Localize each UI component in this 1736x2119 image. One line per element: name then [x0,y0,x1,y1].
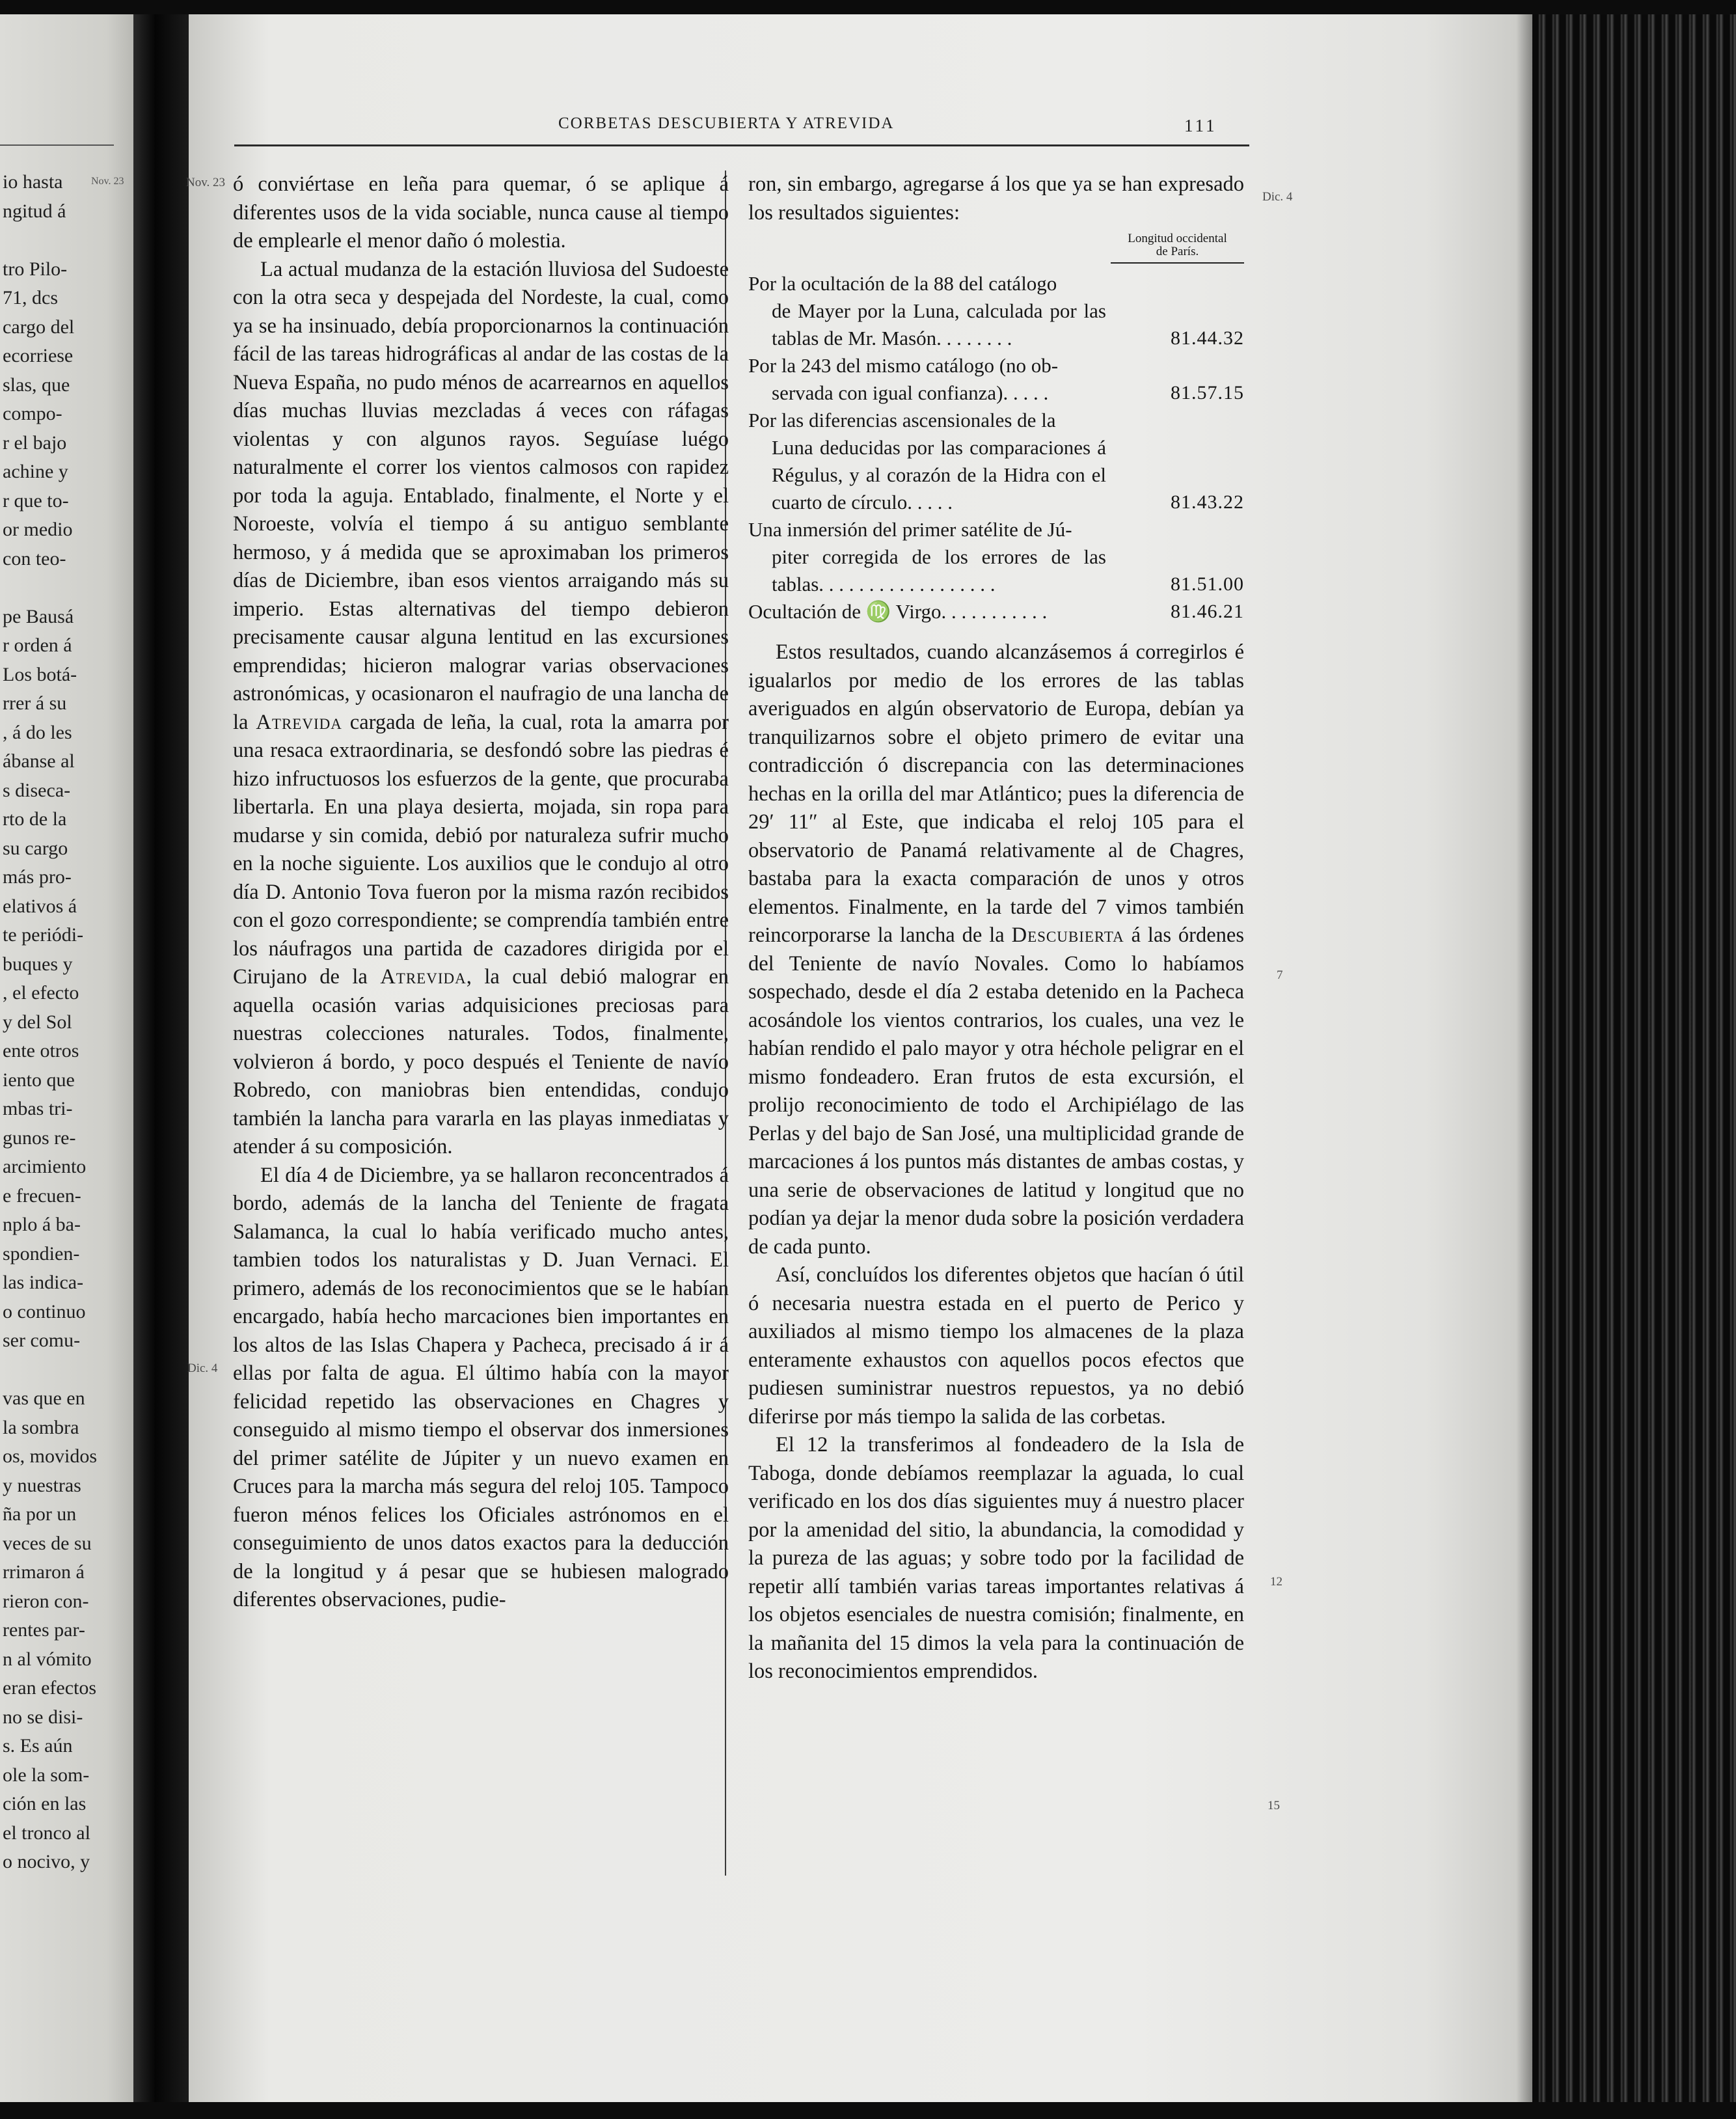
longitude-header-line: de París. [1156,245,1199,258]
previous-page-line: mbas tri- [3,1098,73,1119]
previous-page-line: gunos re- [3,1127,76,1149]
margin-note-day12: 12 [1270,1575,1282,1589]
table-row-description [748,516,1106,598]
previous-page-line: , el efecto [3,982,79,1004]
previous-page-line: y nuestras [3,1474,81,1496]
previous-page-line: r el bajo [3,431,67,454]
previous-page-line: elativos á [3,895,77,917]
previous-page-line: vas que en [3,1388,85,1409]
table-row-value: 81.57.15 [1171,382,1244,403]
row-text-continuation: de Mayer por la Luna, calculada por las tablas de Mr. Masón. . . . . . . . [772,299,1106,349]
paragraph: ó conviértase en leña para quemar, ó se aplique á diferentes usos de la vida sociable, nunca cause al tiempo de emplearle el menor daño ó molestia. [233,172,729,253]
previous-page-line: rto de la [3,808,67,830]
previous-page-line: más pro- [3,866,72,888]
previous-page-line: o continuo [3,1300,86,1322]
previous-page-line: r que to- [3,489,69,512]
text-run: La actual mudanza de la estación lluviosa del Sudoeste con la otra seca y despejada del Nordeste, la cual, como ya se ha insinuado, debía proporcionarnos la continuación fácil de las tareas hidrográficas al andar de las costas de la Nueva España, no pudo ménos de acarrearnos en aquellos días muchas lluvias mezcladas á veces con ráfagas violentas y con algunos rayos. Seguíase luégo naturalmente el correr los vientos calmosos con rapidez por toda la aguja. Entablado, finalmente, el Norte y el Noroeste, volvía el tiempo á su antiguo semblante hermoso, y á medida que se aproximaban los primeros días de Diciembre, iban esos vientos arraigando más su imperio. Estas alternativas del tiempo debieron precisamente causar alguna lentitud en las excursiones emprendidas; hicieron malograr varias observaciones astronómicas, y ocasionaron el naufragio de una lancha de la [233,257,729,734]
previous-page-line: la sombra [3,1416,79,1438]
previous-page-line: las indica- [3,1272,84,1293]
previous-page-line: Los botá- [3,663,77,685]
previous-page-line: ecorriese [3,345,74,366]
table-row-description [748,270,1106,352]
previous-page-line: rrimaron á [3,1561,85,1583]
table-row [748,352,1244,407]
previous-page-line: rentes par- [3,1619,85,1641]
longitude-table [748,270,1244,625]
previous-page-line: ción en las [3,1793,87,1814]
text-run: , la cual debió malograr en aquella ocasión varias adquisiciones preciosas para nuestras colecciones naturales. Todos, finalmente, volvieron á bordo, y poco después el Teniente de navío Robredo, con maniobras bien entendidas, condujo también la lancha para vararla en las playas inmediatas y atender á su composición. [233,965,729,1158]
row-text: Una inmersión del primer satélite de Jú- [748,518,1072,541]
previous-page-header-rule [0,144,114,146]
previous-page-line: spondien- [3,1242,80,1265]
previous-page-line: o nocivo, y [3,1851,90,1872]
previous-page-line: ngitud á [3,200,66,222]
margin-note-dic4-left: Dic. 4 [187,1361,218,1375]
previous-page-line: ente otros [3,1040,79,1061]
row-text-continuation: piter corregida de los errores de las tablas. . . . . . . . . . . . . . . . . . [772,545,1106,595]
previous-page-line: 71, dcs [3,287,58,308]
previous-page-line: ña por un [3,1503,77,1525]
table-row [748,407,1244,516]
row-text: Por la 243 del mismo catálogo (no ob- [748,354,1059,377]
previous-page-line: n al vómito [3,1648,92,1670]
table-row-description [748,407,1106,516]
previous-page-line: slas, que [3,374,70,396]
table-row [748,598,1244,625]
previous-page-fragment [0,14,133,2102]
paragraph: Así, concluídos los diferentes objetos que hacían ó útil ó necesaria nuestra estada en el puerto de Perico y auxiliados al mismo tiempo los almacenes de la plaza enteramente exhaustos con aquellos pocos efectos que pudiesen suministrar nuestros repuestos, ya no debió diferirse por más tiempo la salida de las corbetas. [748,1263,1244,1429]
table-row [748,516,1244,598]
previous-page-line: achine y [3,461,68,482]
text-run: cargada de leña, la cual, rota la amarra por una resaca extraordinaria, se desfondó sobre las piedras é hizo infructuosos los esfuerzos de la gente, que procuraba libertarla. En una playa desierta, mojada, sin ropa para mudarse y sin comida, debió por naturaleza sufrir mucho en la noche siguiente. Los auxilios que le condujo al otro día D. Antonio Tova fueron por la misma razón recibidos con el gozo correspondiente; se comprendía también entre los náufragos una partida de cazadores dirigida por el Cirujano de la [233,710,729,989]
previous-page-line: cargo del [3,316,75,338]
scan-frame-bottom [0,2102,1736,2119]
previous-page-line: s. Es aún [3,1735,73,1757]
previous-page-line: no se disi- [3,1706,83,1728]
paragraph: El día 4 de Diciembre, ya se hallaron reconcentrados á bordo, además de la lancha del Teniente de fragata Salamanca, la cual lo había verificado mucho antes, tambien todos los naturalistas y D. Juan Vernaci. El primero, además de los reconocimientos que se le habían encargado, había hecho marcaciones bien importantes en los altos de las Islas Chapera y Pacheca, precisado á ir á ellas por falta de agua. El último había con la mayor felicidad repetido las observaciones en Chagres y conseguido al mismo tiempo el observar dos inmersiones del primer satélite de Júpiter y un nuevo examen en Cruces para la marcha más segura del reloj 105. Tampoco fueron ménos felices los Oficiales astrónomos en el conseguimiento de unos datos exactos para la deducción de la longitud y á pesar que se hubiesen malogrado diferentes observaciones, pudie- [233,1163,729,1611]
table-row [748,270,1244,352]
table-row-value: 81.46.21 [1171,601,1244,622]
previous-page-line: iento que [3,1069,75,1091]
margin-note-nov23: Nov. 23 [186,176,225,189]
previous-page-margin-note: Nov. 23 [91,176,124,187]
previous-page-line: s diseca- [3,779,71,801]
text-run: Estos resultados, cuando alcanzásemos á corregirlos é igualarlos por medio de los errores de las tablas averiguados en algún observatorio de Europa, debían ya tranquilizarnos sobre el objeto primero de evitar una contradicción ó discrepancia con las determinaciones hechas en la orilla del mar Atlántico; pues la diferencia de 29′ 11″ al Este, que indicaba el reloj 105 para el observatorio de Panamá relativamente al de Chagres, bastaba para la exacta comparación de unos y otros elementos. Finalmente, en la tarde del 7 vimos también reincorporarse la lancha de la [748,640,1244,947]
margin-note-dic4-right: Dic. 4 [1262,190,1293,204]
previous-page-line: nplo á ba- [3,1214,81,1235]
previous-page-line: io hasta [3,171,63,193]
table-row-value: 81.43.22 [1171,491,1244,513]
previous-page-line: ábanse al [3,750,75,772]
previous-page-line: eran efectos [3,1677,97,1699]
book-gutter [133,14,189,2102]
text-run: á las órdenes del Teniente de navío Novales. Como lo habíamos sospechado, desde el día 2 estaba detenido en la Pacheca acosándole los vientos contrarios, los cuales, una vez le habían rendido el palo mayor y otra héchole peligrar en el mismo fondeadero. Eran frutos de esta excursión, el prolijo reconocimiento de todo el Archipiélago de las Perlas y del bajo de San José, una multiplicidad grande de marcaciones á los puntos más distantes de ambas costas, y una serie de observaciones de latitud y longitud que no podían ya dejar la menor duda sobre la posición verdadera de cada punto. [748,923,1245,1259]
ship-name-atrevida: Atrevida [380,965,467,989]
previous-page-line: os, movidos [3,1445,98,1467]
row-text: Por la ocultación de la 88 del catálogo [748,272,1057,295]
previous-page-line: ser comu- [3,1330,81,1351]
row-text-continuation: servada con igual confianza). . . . . [772,381,1049,404]
table-row-value: 81.44.32 [1171,327,1244,349]
running-title: CORBETAS DESCUBIERTA Y ATREVIDA [558,115,895,132]
longitude-header-line: Longitud occidental [1128,232,1227,245]
row-text: Ocultación de ♍ Virgo. . . . . . . . . . . [748,600,1048,623]
previous-page-line: te periódi- [3,924,84,946]
table-row-description [748,352,1106,407]
previous-page-line: compo- [3,403,62,424]
longitude-header-rule [1111,262,1244,264]
book-page-edges [1532,14,1736,2102]
previous-page-line: y del Sol [3,1011,72,1033]
page-number: 111 [1184,116,1217,135]
longitude-table-header [1111,232,1244,258]
previous-page-line: ole la som- [3,1764,90,1786]
row-text-continuation: Luna deducidas por las comparaciones á Régulus, y al corazón de la Hidra con el cuarto de círculo. . . . . [772,436,1106,513]
previous-page-line: r orden á [3,635,72,656]
table-row-description [748,598,1106,625]
header-rule [234,144,1249,146]
previous-page-line: or medio [3,519,73,540]
previous-page-line: tro Pilo- [3,258,68,280]
scan-frame-top [0,0,1736,14]
previous-page-line: con teo- [3,547,66,569]
table-row-value: 81.51.00 [1171,573,1244,595]
ship-name-descubierta: Descubierta [1011,923,1124,947]
paragraph: El 12 la transferimos al fondeadero de la Isla de Taboga, donde debíamos reemplazar la aguada, lo cual verificado en los dos días siguientes muy á nuestro placer por la amenidad del sitio, la abundancia, la comodidad y la pureza de las aguas; y sobre todo por la facilidad de repetir allí también varias tareas importantes relativas á los objetos esenciales de nuestra comisión; finalmente, en la mañanita del 15 dimos la vela para la continuación de los reconocimientos emprendidos. [748,1433,1244,1683]
previous-page-line: arcimiento [3,1156,87,1177]
paragraph: ron, sin embargo, agregarse á los que ya se han expresado los resultados siguientes: [748,172,1244,225]
margin-note-day15: 15 [1268,1799,1280,1812]
previous-page-line: rieron con- [3,1590,89,1612]
previous-page-line: veces de su [3,1532,92,1554]
text-column-right [748,171,1244,1686]
previous-page-line: su cargo [3,837,68,859]
previous-page-line: buques y [3,953,73,975]
ship-name-atrevida: Atrevida [256,710,342,734]
previous-page-line: , á do les [3,721,72,743]
previous-page-line: pe Bausá [3,605,74,627]
paragraph [233,256,729,1162]
text-column-left [233,171,729,1615]
paragraph [748,638,1244,1261]
previous-page-line: el tronco al [3,1822,90,1844]
previous-page-line: rrer á su [3,692,67,714]
row-text: Por las diferencias ascensionales de la [748,409,1056,431]
margin-note-day7: 7 [1277,968,1283,982]
previous-page-line: e frecuen- [3,1184,81,1207]
